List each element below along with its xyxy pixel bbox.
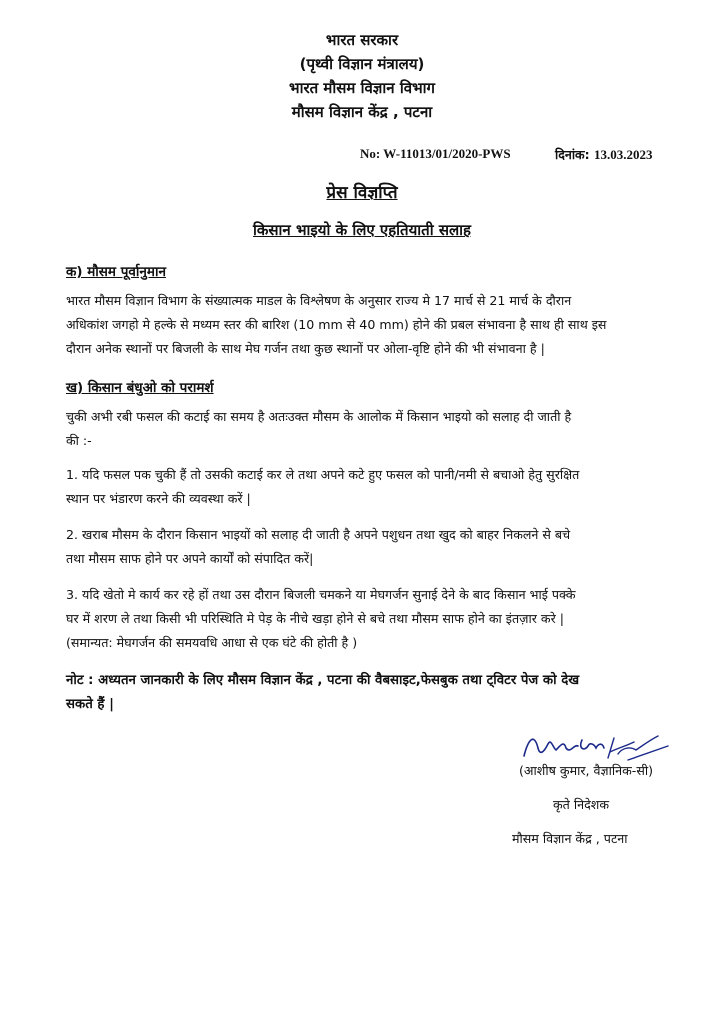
advice-point-3: (समान्यत: मेघगर्जन की समयवधि आधा से एक घंटे की होती है ) bbox=[66, 635, 358, 650]
note-line: सकते हैं | bbox=[66, 697, 114, 712]
press-release-title: प्रेस विज्ञप्ति bbox=[326, 183, 398, 203]
signatory-office: मौसम विज्ञान केंद्र , पटना bbox=[512, 831, 628, 846]
advice-point-3: 3. यदि खेतो मे कार्य कर रहे हों तथा उस दौरान बिजली चमकने या मेघगर्जन सुनाई देने के बाद किसान भाई पक्के bbox=[66, 587, 576, 602]
header-office: मौसम विज्ञान केंद्र , पटना bbox=[291, 103, 433, 121]
header-government: भारत सरकार bbox=[325, 31, 399, 49]
advice-point-1: 1. यदि फसल पक चुकी हैं तो उसकी कटाई कर ले तथा अपने कटे हुए फसल को पानी/नमी से बचाओ हेतु सुरक्षित bbox=[66, 467, 580, 482]
weather-forecast-heading: क) मौसम पूर्वानुमान bbox=[66, 264, 166, 280]
header-department: भारत मौसम विज्ञान विभाग bbox=[289, 79, 435, 97]
note-line: नोट : अध्यतन जानकारी के लिए मौसम विज्ञान केंद्र , पटना की वैबसाइट,फेसबुक तथा ट्विटर पेज को देख bbox=[66, 673, 580, 688]
signatory-name: (आशीष कुमार, वैज्ञानिक-सी) bbox=[519, 763, 654, 778]
advice-point-2: 2. खराब मौसम के दौरान किसान भाइयों को सलाह दी जाती है अपने पशुधन तथा खुद को बाहर निकलने से बचे bbox=[66, 527, 571, 542]
signatory-for: कृते निदेशक bbox=[553, 797, 610, 812]
forecast-line: दौरान अनेक स्थानों पर बिजली के साथ मेघ गर्जन तथा कुछ स्थानों पर ओला-वृष्टि होने की भी संभावना है | bbox=[66, 341, 545, 356]
advice-intro-line: चुकी अभी रबी फसल की कटाई का समय है अतःउक्त मौसम के आलोक में किसान भाइयो को सलाह दी जाती है bbox=[66, 409, 572, 424]
advice-intro-line: की :- bbox=[66, 433, 92, 448]
farmer-advice-heading: ख) किसान बंधुओ को परामर्श bbox=[66, 380, 214, 396]
reference-number: No: W-11013/01/2020-PWS bbox=[360, 146, 511, 161]
forecast-line: भारत मौसम विज्ञान विभाग के संख्यात्मक माडल के विश्लेषण के अनुसार राज्य मे 17 मार्च से 21 मार्च के दौरान bbox=[66, 293, 572, 308]
date bbox=[555, 146, 653, 163]
advice-point-1: स्थान पर भंडारण करने की व्यवस्था करें | bbox=[66, 491, 251, 506]
advice-point-2: तथा मौसम साफ होने पर अपने कार्यों को संपादित करें| bbox=[66, 551, 314, 566]
date-value: 13.03.2023 bbox=[594, 147, 653, 162]
forecast-line: अधिकांश जगहो मे हल्के से मध्यम स्तर की बारिश (10 mm से 40 mm) होने की प्रबल संभावना है साथ ही साथ इस bbox=[66, 317, 607, 332]
header-ministry: (पृथ्वी विज्ञान मंत्रालय) bbox=[299, 55, 425, 73]
date-label: दिनांक: bbox=[555, 147, 590, 162]
advice-point-3: घर में शरण ले तथा किसी भी परिस्थिति मे पेड़ के नीचे खड़ा होने से बचे तथा मौसम साफ होने का इंतज़ार करे | bbox=[66, 611, 564, 626]
advisory-subtitle: किसान भाइयो के लिए एहतियाती सलाह bbox=[253, 221, 471, 239]
